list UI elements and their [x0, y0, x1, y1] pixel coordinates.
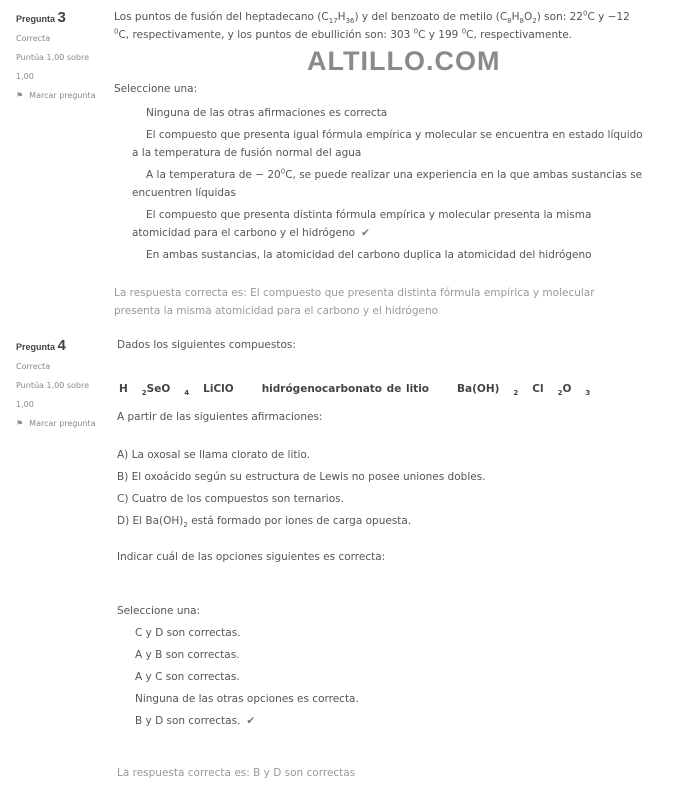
answer-option[interactable] — [117, 624, 647, 642]
answer-option[interactable] — [117, 712, 647, 730]
text-segment: O — [562, 383, 572, 395]
text-segment: está formado por iones de carga opuesta. — [187, 515, 412, 527]
flag-question-button[interactable] — [16, 414, 106, 433]
text-segment: O — [524, 11, 533, 23]
question-info — [16, 8, 106, 105]
text-segment: C y D son correctas. — [135, 627, 241, 639]
answer-option[interactable] — [114, 104, 644, 122]
text-segment: C, respectivamente, y los puntos de ebullición son: 303 — [118, 29, 414, 41]
text-segment: A) La oxosal se llama clorato de litio. — [117, 449, 311, 461]
supscript: 0 — [280, 167, 286, 176]
supscript: 0 — [413, 27, 419, 36]
compound — [119, 383, 190, 398]
text-segment: ) y del benzoato de metilo (C — [354, 11, 508, 23]
text-segment: hidrógenocarbonato de litio — [261, 383, 430, 395]
text-segment: H — [119, 383, 128, 395]
question-status: Correcta — [16, 34, 51, 43]
text-segment: H — [511, 11, 520, 23]
supscript: 0 — [114, 27, 119, 36]
text-segment: C y −12 — [587, 11, 630, 23]
text-segment: El compuesto que presenta igual fórmula empírica y molecular se encuentra en estado líquido a la temperatura de fusión normal del agua — [132, 129, 643, 159]
text-segment: Ba(OH) — [457, 383, 500, 395]
subscript: 2 — [532, 17, 537, 26]
question-ask: Indicar cuál de las opciones siguientes es correcta: — [117, 551, 386, 563]
question-number-value: 4 — [57, 337, 66, 354]
question-info — [16, 336, 106, 433]
answer-option[interactable] — [114, 206, 644, 242]
text-segment: D) El Ba(OH) — [117, 515, 184, 527]
subscript: 2 — [183, 521, 188, 530]
flag-label: Marcar pregunta — [29, 91, 96, 100]
subscript: 36 — [345, 17, 355, 26]
text-segment: C) Cuatro de los compuestos son ternarios. — [117, 493, 344, 505]
text-segment: A y C son correctas. — [135, 671, 240, 683]
subscript: 8 — [507, 17, 512, 26]
text-segment: C, se puede realizar una experiencia en la que ambas sustancias se encuentren líquidas — [132, 169, 643, 199]
question-number — [16, 8, 106, 29]
text-segment: Cl — [532, 383, 544, 395]
subscript: 3 — [585, 389, 591, 398]
subscript: 8 — [519, 17, 525, 26]
text-segment: A la temperatura de − 20 — [146, 169, 281, 181]
text-segment: B) El oxoácido según su estructura de Lewis no posee uniones dobles. — [117, 471, 486, 483]
answer-option[interactable] — [114, 126, 644, 162]
text-segment: A y B son correctas. — [135, 649, 240, 661]
supscript: 0 — [582, 9, 588, 18]
compound — [457, 383, 519, 398]
text-segment: LiClO — [203, 383, 234, 395]
statement — [117, 468, 647, 486]
compound — [203, 383, 248, 395]
statements-lead: A partir de las siguientes afirmaciones: — [117, 411, 323, 423]
question-score: Puntúa 1,00 sobre 1,00 — [16, 53, 90, 81]
select-prompt: Seleccione una: — [117, 605, 201, 617]
text-segment: El compuesto que presenta distinta fórmula empírica y molecular presenta la misma atomicidad para el carbono y el hidrógeno — [132, 209, 592, 239]
text-segment: B y D son correctas. — [135, 715, 241, 727]
select-prompt: Seleccione una: — [114, 83, 198, 95]
statement — [117, 490, 647, 508]
correct-answer-feedback: La respuesta correcta es: B y D son correctas — [117, 767, 356, 779]
text-segment: En ambas sustancias, la atomicidad del carbono duplica la atomicidad del hidrógeno — [146, 249, 592, 261]
question-stem — [114, 8, 644, 44]
text-segment: Ninguna de las otras afirmaciones es correcta — [146, 107, 388, 119]
flag-icon: ⚑ — [16, 91, 24, 100]
subscript: 4 — [184, 389, 190, 398]
flag-question-button[interactable] — [16, 86, 106, 105]
watermark: ALTILLO.COM — [307, 46, 501, 76]
statement — [117, 446, 647, 464]
subscript: 2 — [557, 389, 563, 398]
question-label: Pregunta — [16, 342, 56, 352]
compound — [262, 383, 443, 395]
correct-check-icon: ✔ — [246, 715, 256, 727]
text-segment: ) son: 22 — [536, 11, 583, 23]
answer-option[interactable] — [117, 690, 647, 708]
text-segment: SeO — [146, 383, 171, 395]
text-segment: Ninguna de las otras opciones es correcta. — [135, 693, 359, 705]
supscript: 0 — [461, 27, 467, 36]
compound — [532, 383, 591, 398]
subscript: 2 — [141, 389, 147, 398]
question-intro: Dados los siguientes compuestos: — [117, 339, 296, 351]
question-score: Puntúa 1,00 sobre 1,00 — [16, 381, 90, 409]
text-segment: Los puntos de fusión del heptadecano (C — [114, 11, 329, 23]
text-segment: H — [337, 11, 346, 23]
statement — [117, 512, 647, 530]
answer-option[interactable] — [114, 166, 644, 202]
subscript: 2 — [513, 389, 519, 398]
text-segment: C y 199 — [418, 29, 462, 41]
question-number — [16, 336, 106, 357]
question-status: Correcta — [16, 362, 51, 371]
answer-option[interactable] — [117, 646, 647, 664]
flag-icon: ⚑ — [16, 419, 24, 428]
text-segment: C, respectivamente. — [466, 29, 573, 41]
answer-option[interactable] — [114, 246, 644, 264]
answer-option[interactable] — [117, 668, 647, 686]
flag-label: Marcar pregunta — [29, 419, 96, 428]
correct-check-icon: ✔ — [361, 227, 370, 239]
subscript: 17 — [328, 17, 338, 26]
question-number-value: 3 — [57, 9, 66, 26]
correct-answer-feedback: La respuesta correcta es: El compuesto que presenta distinta fórmula empírica y molecular presenta la misma atomicidad para el carbono y el hidrógeno — [114, 287, 595, 317]
question-label: Pregunta — [16, 14, 56, 24]
